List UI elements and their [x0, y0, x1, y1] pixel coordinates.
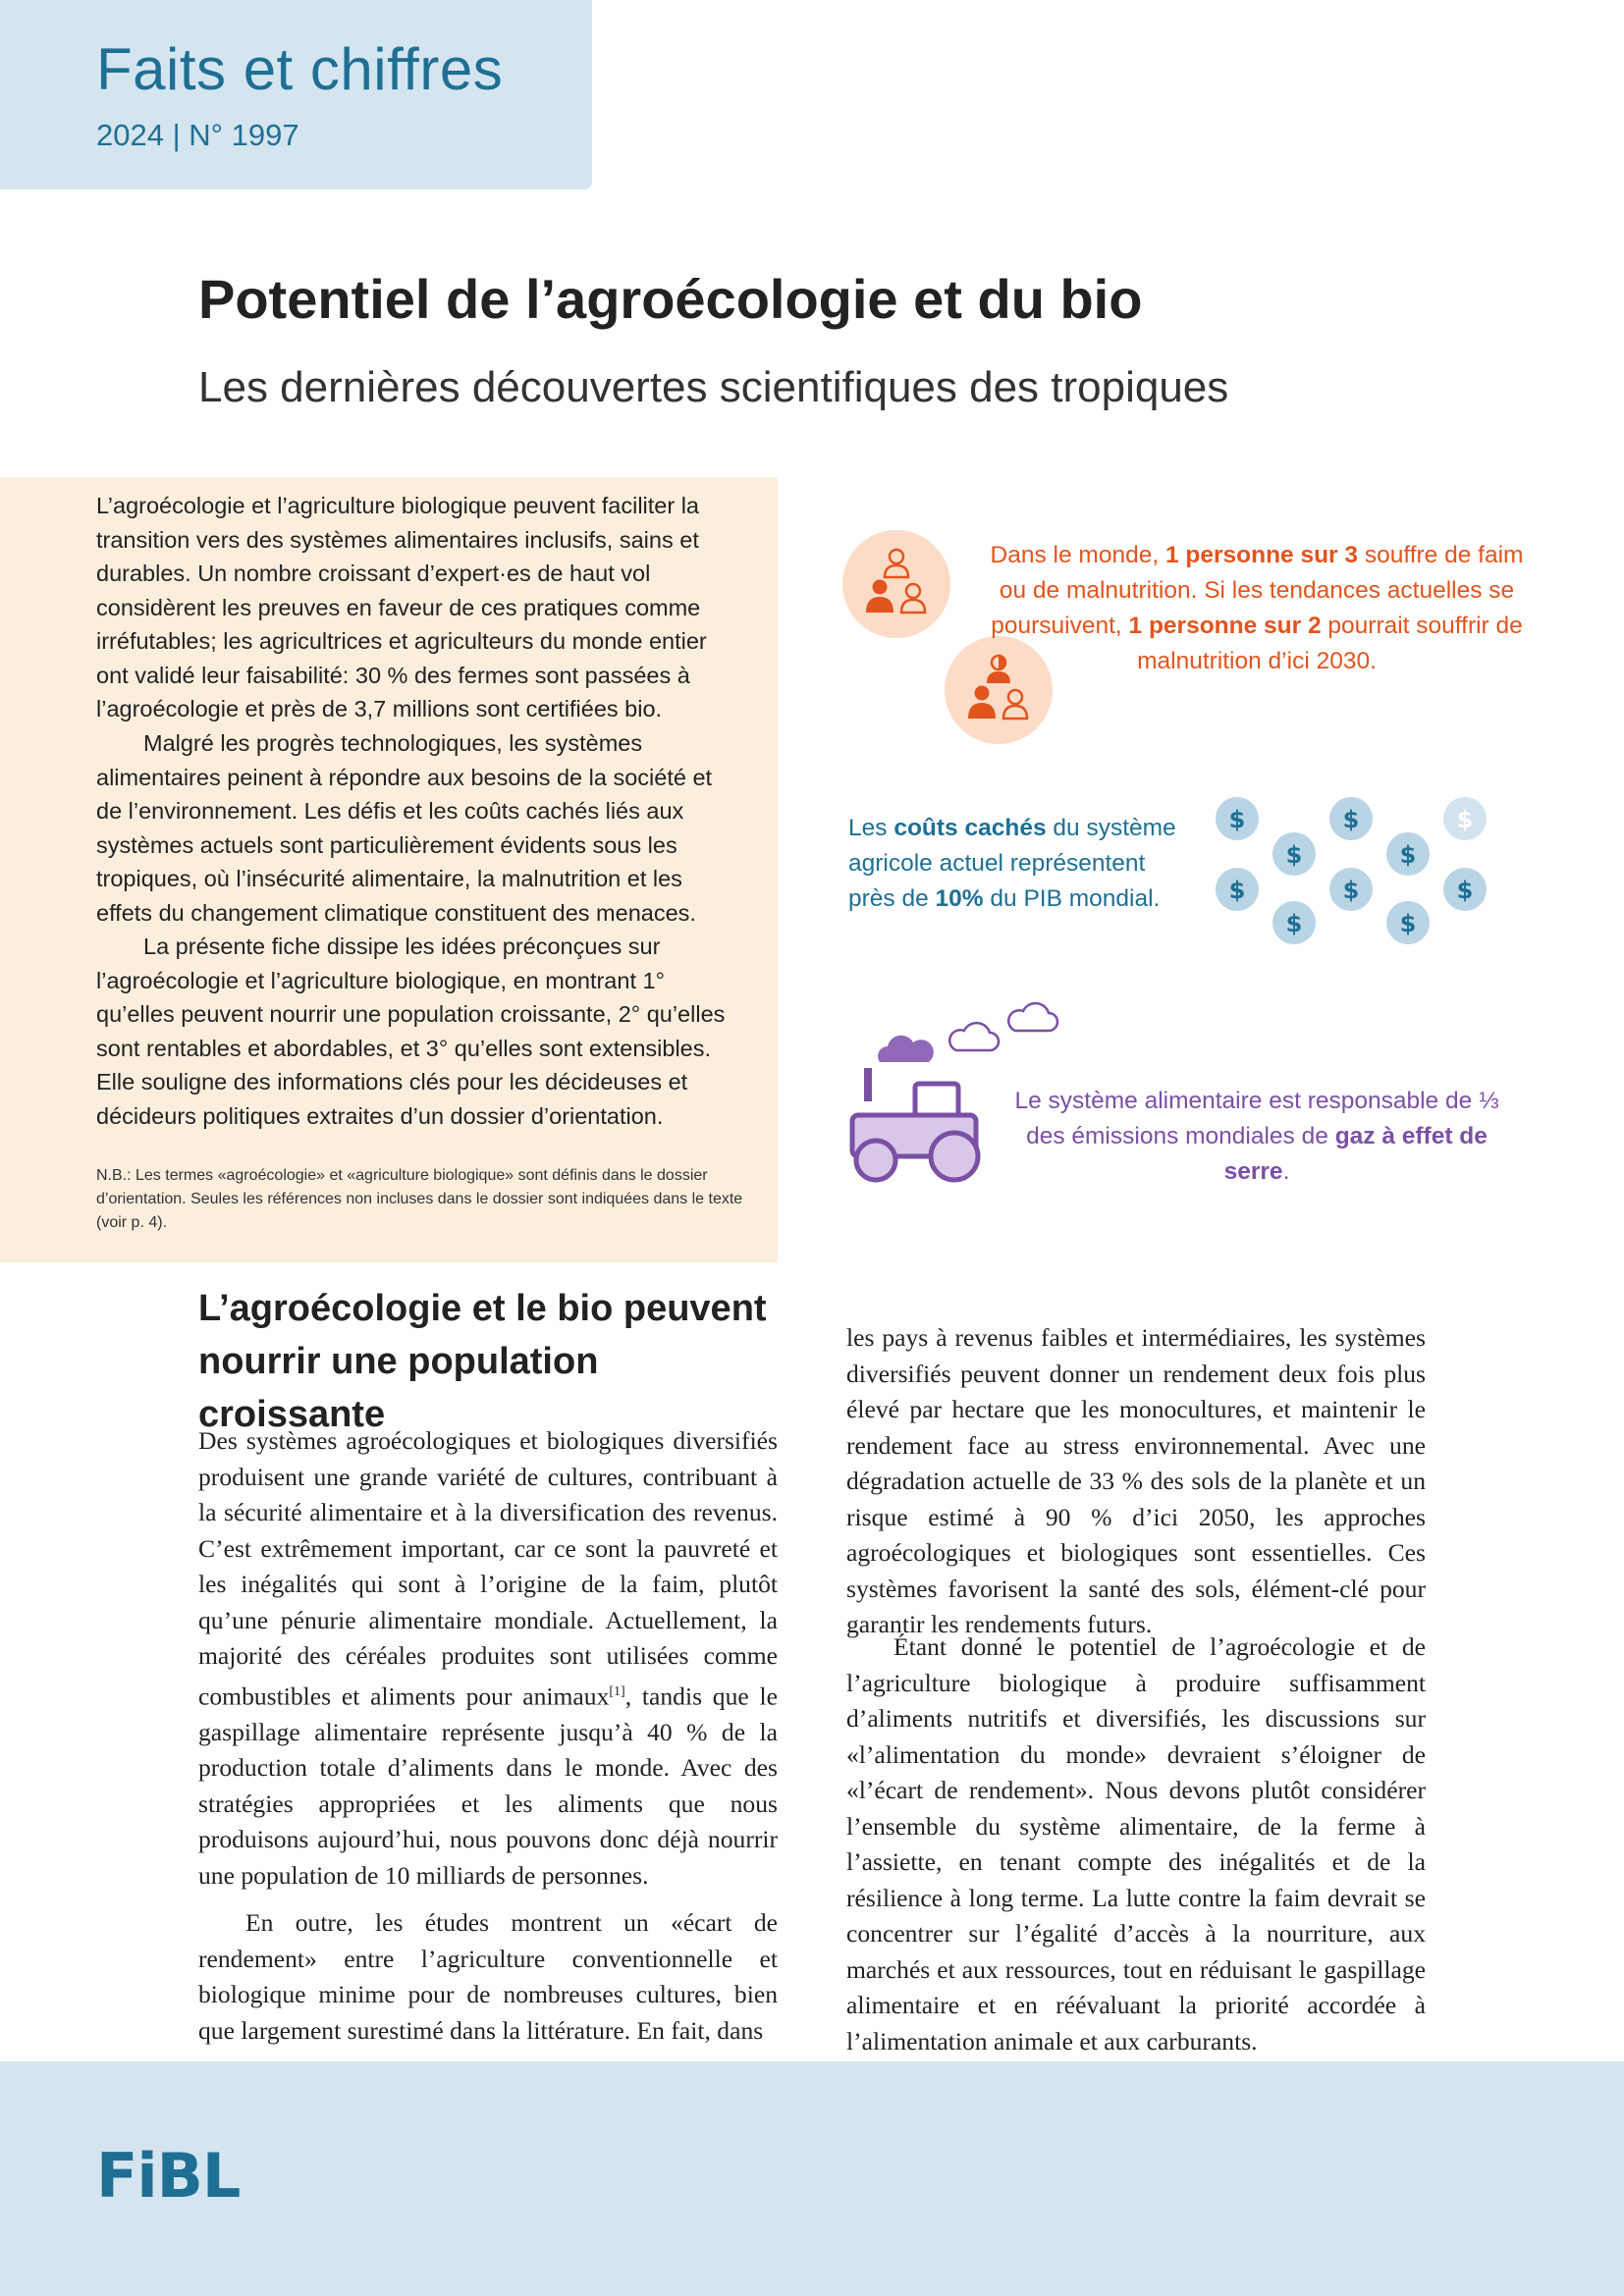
- reference-marker: [1]: [609, 1683, 625, 1699]
- left-column-paragraph-2: En outre, les études montrent un «écart de rendement» entre l’agriculture conventionnelle et biologique minime pour de nombreuses cultures, bien que largement surestimé dans la littérature. En fait, dans: [198, 1908, 778, 2045]
- svg-text:$: $: [1456, 877, 1474, 904]
- section-heading: L’agroécologie et le bio peuvent nourrir une population croissante: [198, 1288, 767, 1435]
- svg-text:$: $: [1342, 806, 1360, 833]
- intro-paragraph-3: La présente fiche dissipe les idées préconçues sur l’agroécologie et l’agriculture biologique, en montrant 1° qu’elles peuvent nourrir une population croissante, 2° qu’elles sont rentables et abordables, et 3° qu’elles sont extensibles. Elle souligne des informations clés pour les décideuses et décideurs politiques extraites d’un dossier d’orientation.: [96, 934, 726, 1129]
- svg-text:$: $: [1456, 806, 1474, 833]
- page-title: Potentiel de l’agroécologie et du bio: [198, 268, 1143, 330]
- svg-text:$: $: [1285, 841, 1303, 869]
- svg-text:$: $: [1399, 910, 1417, 937]
- fact-emissions: Le système alimentaire est responsable de ⅓ des émissions mondiales de gaz à effet de serre.: [1014, 1088, 1499, 1185]
- intro-note: N.B.: Les termes «agroécologie» et «agriculture biologique» sont définis dans le dossier d’orientation. Seules les références non incluses dans le dossier sont indiquées dans le texte (voir p. 4).: [96, 1167, 743, 1231]
- fibl-logo: FiBL: [96, 2140, 241, 2212]
- right-column-paragraph-2: Étant donné le potentiel de l’agroécologie et de l’agriculture biologique à produire suffisamment d’aliments nutritifs et diversifiés, les discussions sur «l’alimentation du monde» devraient s’éloigner de «l’écart de rendement». Nous devons plutôt considérer l’ensemble du système alimentaire, de la ferme à l’assiette, en tenant compte des inégalités et de la résilience à long terme. La lutte contre la faim devrait se concentrer sur l’égalité d’accès à la nourriture, aux marchés et aux ressources, tout en réduisant le gaspillage alimentaire et en réévaluant la priorité accordée à l’alimentation animale et aux carburants.: [846, 1632, 1426, 2056]
- svg-text:$: $: [1399, 841, 1417, 869]
- page-subtitle: Les dernières découvertes scientifiques des tropiques: [198, 363, 1229, 411]
- fact-hidden-costs: Les coûts cachés du système agricole actuel représentent près de 10% du PIB mondial.: [848, 815, 1176, 912]
- svg-text:$: $: [1342, 877, 1360, 904]
- intro-paragraph-1: L’agroécologie et l’agriculture biologique peuvent faciliter la transition vers des systèmes alimentaires inclusifs, sains et durables. Un nombre croissant d’expert·es de haut vol considèrent les preuves en faveur de ces pratiques comme irréfutables; les agricultrices et agriculteurs du monde entier ont validé leur faisabilité: 30 % des fermes sont passées à l’agroécologie et près de 3,7 millions sont certifiées bio.: [96, 493, 707, 721]
- series-title: Faits et chiffres: [96, 36, 504, 102]
- issue-number: 2024 | N° 1997: [96, 118, 299, 152]
- svg-text:$: $: [1228, 877, 1246, 904]
- people-hunger-icon: [842, 530, 950, 638]
- intro-paragraph-2: Malgré les progrès technologiques, les systèmes alimentaires peinent à répondre aux besoins de la société et de l’environnement. Les défis et les coûts cachés liés aux systèmes actuels sont particulièrement évidents sous les tropiques, où l’insécurité alimentaire, la malnutrition et les effets du changement climatique constituent des menaces.: [96, 730, 713, 926]
- right-column-paragraph-1: les pays à revenus faibles et intermédiaires, les systèmes diversifiés peuvent donner un rendement deux fois plus élevé par hectare que les monocultures, et maintenir le rendement face au stress environnemental. Avec une dégradation actuelle de 33 % des sols de la planète et un risque estimé à 90 % d’ici 2050, les approches agroécologiques et biologiques sont essentielles. Ces systèmes favorisent la santé des sols, élément-clé pour garantir les rendements futurs.: [846, 1323, 1426, 1638]
- svg-text:$: $: [1285, 910, 1303, 937]
- tractor-icon: [844, 1031, 984, 1188]
- fact-hunger: Dans le monde, 1 personne sur 3 souffre de faim ou de malnutrition. Si les tendances actuelles se poursuivent, 1 personne sur 2 pourrait souffrir de malnutrition d’ici 2030.: [990, 542, 1524, 674]
- left-column-paragraph-1: Des systèmes agroécologiques et biologiques diversifiés produisent une grande variété de cultures, contribuant à la sécurité alimentaire et à la diversification des revenus. C’est extrêmement important, car ce sont la pauvreté et les inégalités qui sont à l’origine de la faim, plutôt qu’une pénurie alimentaire mondiale. Actuellement, la majorité des céréales produites sont utilisées comme combustibles et aliments pour animaux[1], tandis que le gaspillage alimentaire représente jusqu’à 40 % de la production totale d’aliments dans le monde. Avec des stratégies appropriées et les aliments que nous produisons aujourd’hui, nous pouvons donc déjà nourrir une population de 10 milliards de personnes.: [198, 1426, 778, 1890]
- cloud-icon: [1003, 999, 1058, 1035]
- footer-band: [0, 2061, 1624, 2296]
- svg-text:$: $: [1228, 806, 1246, 833]
- dollar-coin-icon-group: [1214, 795, 1489, 962]
